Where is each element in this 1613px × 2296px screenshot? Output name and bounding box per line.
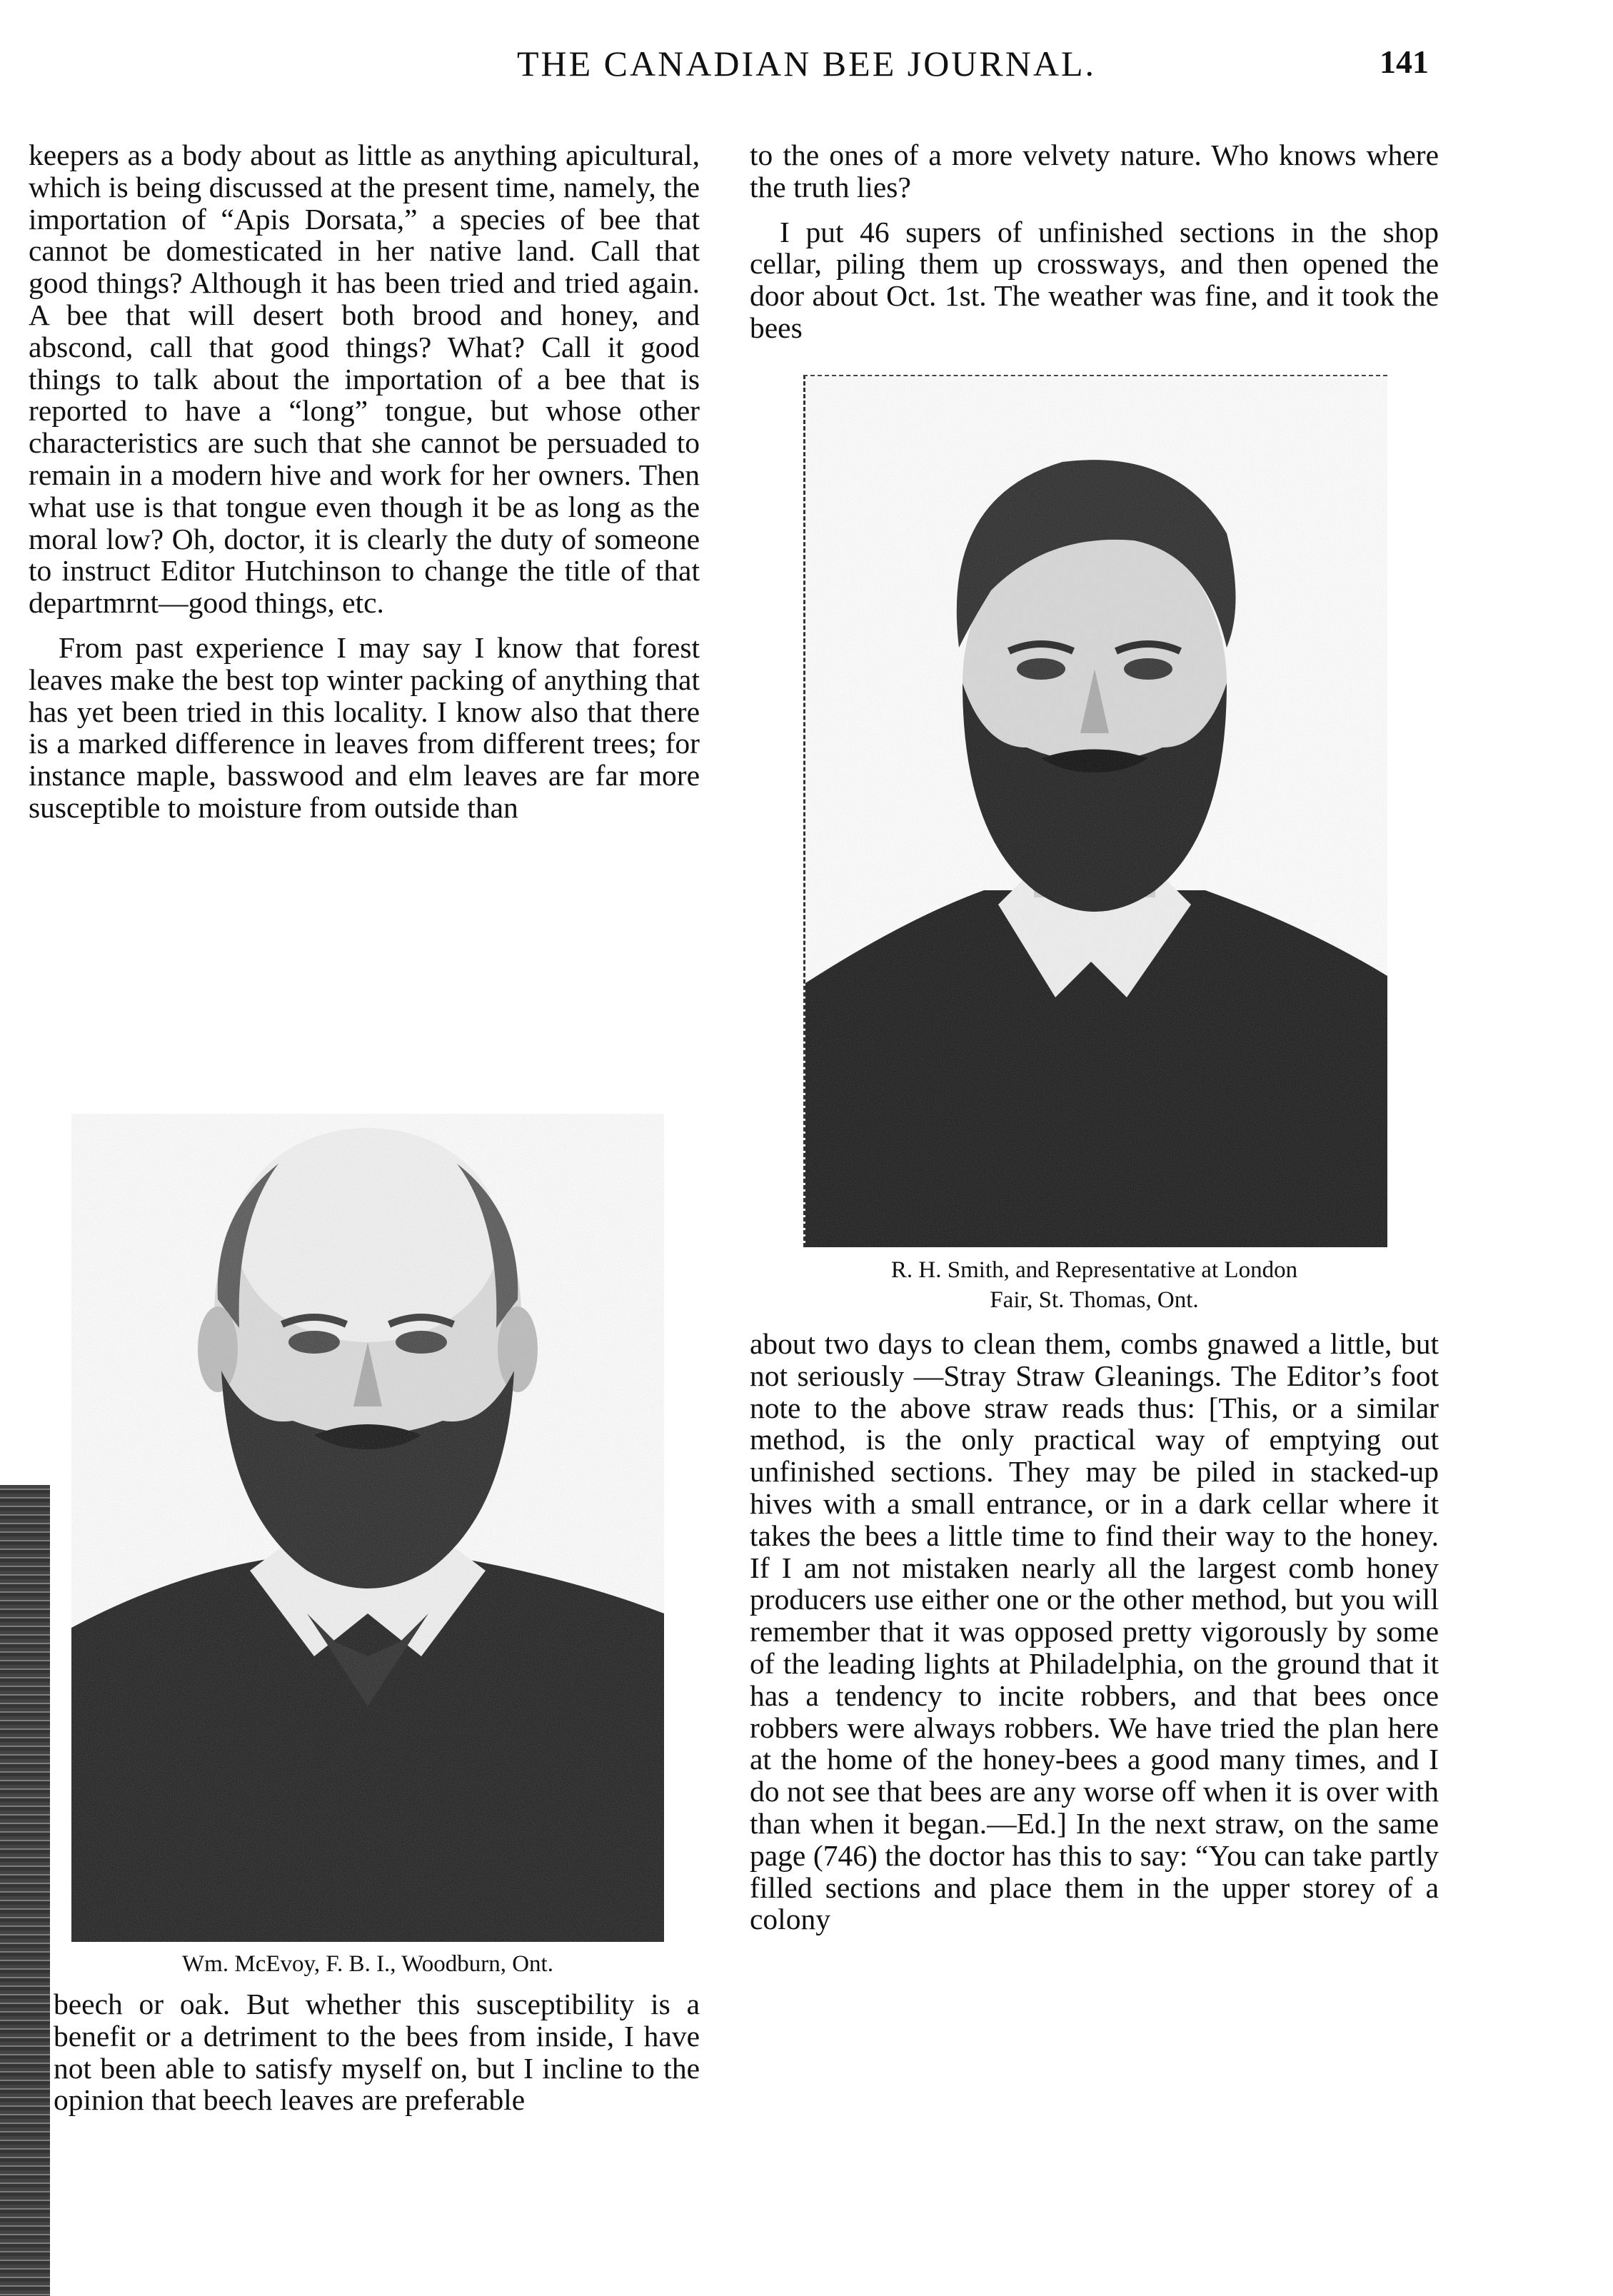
portrait-mcevoy bbox=[71, 1114, 664, 1942]
portrait-smith-image bbox=[805, 376, 1387, 1247]
left-column-text bbox=[29, 139, 700, 824]
caption-smith-line2: Fair, St. Thomas, Ont. bbox=[990, 1287, 1199, 1313]
right-paragraph-3: about two days to clean them, combs gnawed a little, but not seriously —Stray Straw Gleanings. The Editor’s foot note to the above straw reads thus: [This, or a similar method, is the only practical way of emptying out unfinished sections. They may be piled in stacked-up hives with a small entrance, or in a dark cellar where it takes the bees a little time to find their way to the honey. If I am not mistaken nearly all the largest comb honey producers use either one or the other method, but you will remember that it was opposed pretty vigorously by some of the leading lights at Philadelphia, on the ground that it has a tendency to incite robbers, and that bees once robbers were always robbers. We have tried the plan here at the home of the honey-bees a good many times, and I do not see that bees are any worse off when it is over with than when it began.—Ed.] In the next straw, on the same page (746) the doctor has this to say: “You can take partly filled sections and place them in the upper storey of a colony bbox=[750, 1327, 1439, 1936]
left-paragraph-2: From past experience I may say I know that forest leaves make the best top winter packing of anything that has yet been tried in this locality. I know also that there is a marked difference in leaves from different trees; for instance maple, basswood and elm leaves are far more susceptible to moisture from outside than bbox=[29, 630, 700, 824]
caption-smith bbox=[750, 1255, 1439, 1315]
portrait-mcevoy-image bbox=[71, 1114, 664, 1942]
page-number: 141 bbox=[1380, 44, 1429, 80]
binding-edge bbox=[0, 1485, 50, 2296]
journal-title: THE CANADIAN BEE JOURNAL. bbox=[516, 44, 1097, 84]
right-paragraph-1: to the ones of a more velvety nature. Who knows where the truth lies? bbox=[750, 139, 1439, 203]
left-lower-paragraph: beech or oak. But whether this susceptibility is a benefit or a detriment to the bees from inside, I have not been able to satisfy myself on, but I incline to the opinion that beech leaves are preferable bbox=[54, 1988, 700, 2117]
left-lower-text bbox=[54, 1988, 700, 2116]
caption-smith-line1: R. H. Smith, and Representative at London bbox=[890, 1257, 1298, 1283]
right-column-upper-text bbox=[750, 139, 1439, 344]
left-paragraph-1: keepers as a body about as little as anything apicultural, which is being discussed at the present time, namely, the importation of “Apis Dorsata,” a species of bee that cannot be domesticated in her native land. Call that good things? Although it has been tried and tried again. A bee that will desert both brood and honey, and abscond, call that good things? What? Call it good things to talk about the importation of a bee that is reported to have a “long” tongue, but whose other characteristics are such that she cannot be persuaded to remain in a modern hive and work for her owners. Then what use is that tongue even though it be as long as the moral low? Oh, doctor, it is clearly the duty of someone to instruct Editor Hutchinson to change the title of that departmrnt—good things, etc. bbox=[29, 139, 700, 620]
running-header bbox=[0, 43, 1613, 100]
right-column-lower-text bbox=[750, 1328, 1439, 1935]
right-paragraph-2: I put 46 supers of unfinished sections in the shop cellar, piling them up crossways, and then opened the door about Oct. 1st. The weather was fine, and it took the bees bbox=[750, 215, 1439, 344]
caption-mcevoy: Wm. McEvoy, F. B. I., Woodburn, Ont. bbox=[182, 1951, 553, 1977]
portrait-smith bbox=[803, 375, 1387, 1247]
